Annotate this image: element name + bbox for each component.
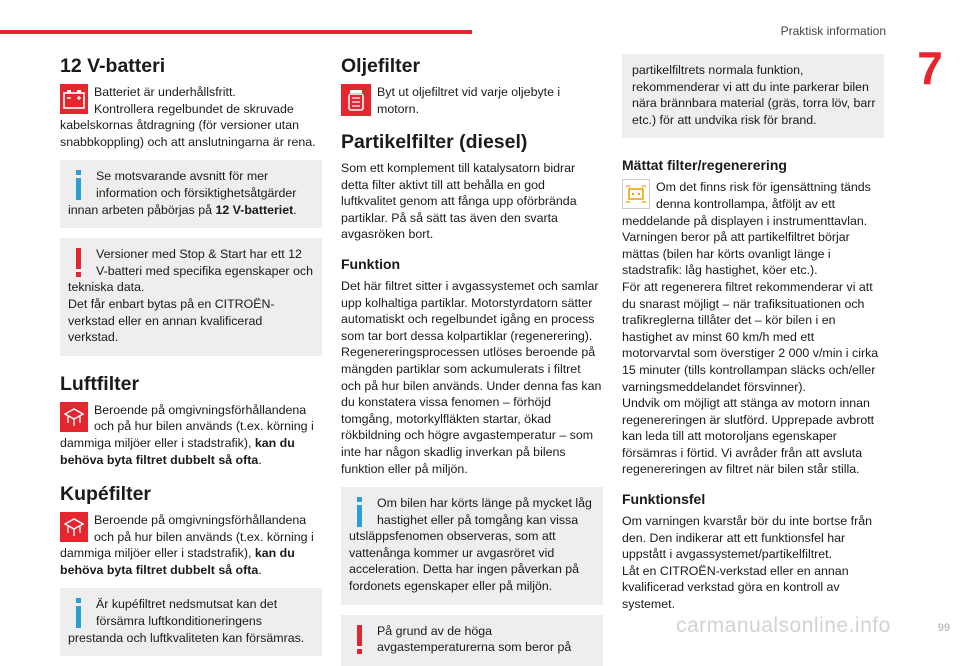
partikel-info-note	[341, 487, 603, 605]
kupefilter-text	[60, 512, 322, 578]
kupefilter-bold: kan du behöva byta filtret dubbelt så ofta	[60, 546, 295, 577]
battery-info-body: Se motsvarande avsnitt för mer information och försiktighetsåtgärder innan arbeten påbörjas på	[68, 169, 297, 217]
battery-paragraph	[60, 84, 322, 150]
partikel-warning-continued	[622, 54, 884, 138]
kupefilter-end: .	[258, 562, 262, 577]
warning-lamp-icon	[622, 179, 650, 209]
funktion-text: Det här filtret sitter i avgassystemet och samlar upp kolhaltiga partiklar. Motorstyrdatorn sätter automatiskt och regelbundet igång en process som tar bort dessa kolpartiklar (regenerering). Regenereringsprocessen utlöses beroende på mängden partiklar som ackumulerats i filtret och på hur bilen används. Under denna fas kan du konstatera vissa fenomen – förhöjd tomgång, motorkylfläkten startar, ökad rökbildning och högre avgastemperatur – som inte har någon skadlig inverkan på bilens funktion eller på miljön.	[341, 278, 602, 476]
luftfilter-bold: kan du behöva byta filtret dubbelt så ofta	[60, 435, 295, 467]
kupefilter-heading: Kupéfilter	[60, 483, 152, 506]
oljefilter-text: Byt ut oljefiltret vid varje oljebyte i motorn.	[377, 85, 561, 116]
funktionsfel-heading: Funktionsfel	[622, 491, 706, 508]
funktion-heading: Funktion	[341, 255, 401, 272]
partikel-info-text: Om bilen har körts länge på mycket låg hastighet eller på tomgång kan vissa utsläppsfenomen observeras, som att vattenånga kommer ur avgasröret vid acceleration. Detta har ingen påverkan på fordonets egenskaper eller på miljön.	[349, 496, 592, 594]
battery-info-note	[60, 160, 322, 228]
page-header-title: Praktisk information	[780, 24, 886, 38]
partikel-warning-note	[341, 615, 603, 666]
battery-line1: Batteriet är underhållsfritt.	[94, 85, 236, 99]
page-number: 99	[937, 622, 950, 634]
oljefilter-heading: Oljefilter	[341, 55, 421, 77]
battery-warning-note	[60, 238, 322, 356]
cabin-filter-icon	[60, 512, 88, 542]
mattat-filter-paragraph	[622, 179, 884, 478]
battery-info-bold: 12 V-batteriet	[215, 202, 294, 217]
info-icon	[351, 497, 369, 527]
column-left	[60, 54, 322, 656]
kupefilter-info-text: Är kupéfiltret nedsmutsat kan det försämra luftkonditioneringens prestanda och luftkvaliteten kan försämras.	[68, 597, 305, 645]
mattat-filter-text: Om det finns risk för igensättning tänds denna kontrollampa, åtföljt av ett meddelande på displayen i instrumenttavlan. Varningen beror på att partikelfiltret börjar mättas (bilen har körts ovanligt länge i stadstrafik: låg hastighet, köer etc.). För att regenerera filtret rekommenderar vi att du snarast möjligt – när trafiksituationen och trafikreglerna tillåter det – kör bilen i en hastighet av minst 60 km/h med ett motorvarvtal som överstiger 2 000 v/min i cirka 15 minuter (tills kontrollampan släcks och/eller varningsmeddelandet försvinner). Undvik om möjligt att stänga av motorn innan regenereringen är slutförd. Upprepade avbrott kan leda till att motoroljans egenskaper försämras i förtid. Vi avråder från att avsluta regenereringen av filtret när bilen står stilla.	[622, 180, 879, 477]
partikelfilter-intro: Som ett komplement till katalysatorn bidrar detta filter aktivt till att behålla en god luftkvalitet genom att fånga upp oförbrända partiklar. På så sätt tas även den svarta avgasröken bort.	[341, 161, 577, 242]
battery-line2: Kontrollera regelbundet de skruvade kabelskornas åtdragning (för versioner utan snabbkoppling) och att anslutningarna är rena.	[60, 101, 316, 149]
warning-continued-text: partikelfiltrets normala funktion, rekommenderar vi att du inte parkerar bilen nära brännbara material (gräs, torra löv, barr etc.) för att undvika risk för brand.	[632, 63, 876, 127]
column-middle	[341, 54, 603, 666]
exclamation-icon	[70, 248, 88, 278]
battery-heading: 12 V-batteri	[60, 55, 166, 77]
kupefilter-body: Beroende på omgivningsförhållandena och på hur bilen används (t.ex. körning i dammiga miljöer eller i stadstrafik),	[60, 513, 314, 561]
chapter-number: 7	[900, 40, 960, 96]
battery-info-text	[68, 168, 314, 218]
luftfilter-paragraph	[60, 402, 322, 468]
info-icon	[70, 598, 88, 628]
luftfilter-body: Beroende på omgivningsförhållandena och på hur bilen används (t.ex. körning i dammiga miljöer eller i stadstrafik),	[60, 402, 314, 450]
filter-icon	[60, 402, 88, 432]
mattat-filter-heading: Mättat filter/regenerering	[622, 157, 787, 174]
luftfilter-heading: Luftfilter	[60, 372, 140, 395]
info-icon	[70, 170, 88, 200]
battery-info-end: .	[293, 202, 297, 217]
luftfilter-text	[60, 402, 322, 468]
watermark: carmanualsonline.info	[676, 614, 891, 637]
partikel-warning-text: På grund av de höga avgastemperaturerna som beror på	[377, 623, 572, 655]
kupefilter-paragraph	[60, 512, 322, 578]
oljefilter-paragraph	[341, 84, 603, 118]
luftfilter-end: .	[258, 452, 262, 467]
header-accent-bar	[0, 30, 472, 34]
column-right	[622, 54, 884, 613]
partikelfilter-heading: Partikelfilter (diesel)	[341, 131, 528, 153]
kupefilter-info-note	[60, 588, 322, 656]
battery-warning-text: Versioner med Stop & Start har ett 12 V-batteri med specifika egenskaper och tekniska data. Det får enbart bytas på en CITROËN-verkstad eller en annan kvalificerad verkstad.	[68, 247, 313, 345]
battery-icon	[60, 84, 88, 114]
oil-filter-icon	[341, 84, 371, 116]
funktionsfel-text: Om varningen kvarstår bör du inte bortse från den. Den indikerar att ett funktionsfel har uppstått i avgassystemet/partikelfiltret. Låt en CITROËN-verkstad eller en annan kvalificerad verkstad göra en kontroll av systemet.	[622, 514, 872, 612]
